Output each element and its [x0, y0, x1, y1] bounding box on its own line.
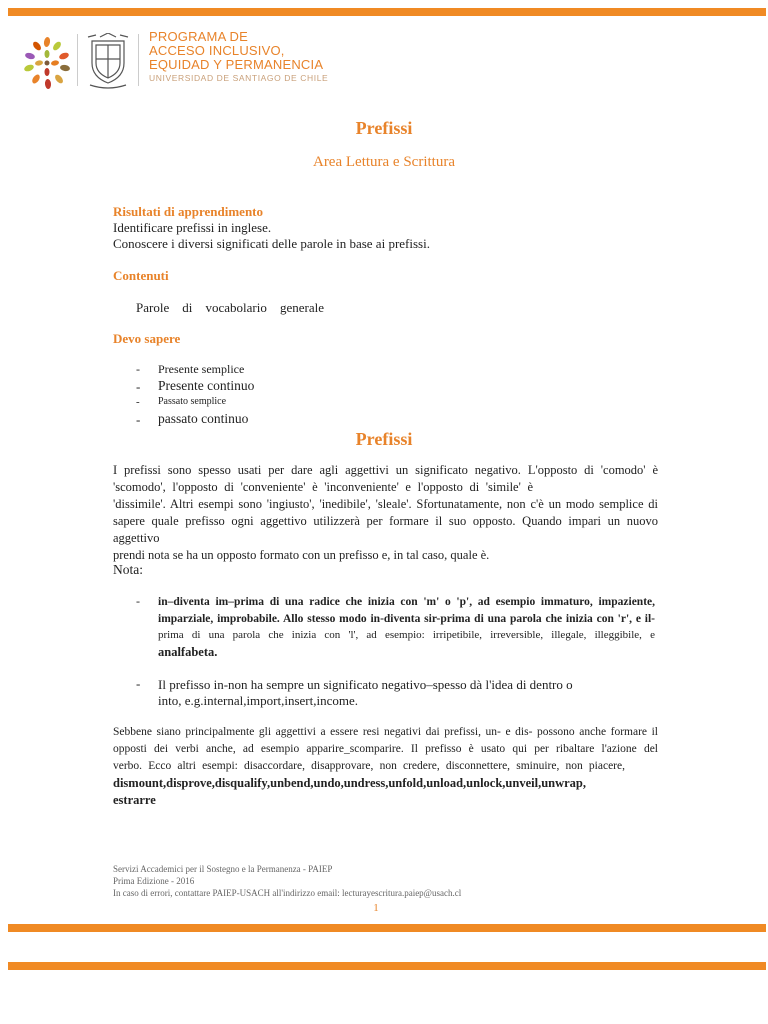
footer-accent-bar [8, 924, 766, 932]
footer [113, 863, 461, 899]
intro-paragraph [113, 462, 658, 564]
must-know-heading: Devo sapere [113, 331, 181, 346]
page-subtitle: Area Lettura e Scrittura [312, 154, 455, 170]
must-know-item: Presente semplice [158, 362, 245, 376]
bullet-dash: - [136, 396, 140, 408]
logo-divider-2 [138, 34, 139, 86]
top-accent-bar [8, 8, 766, 16]
intro-line: sapere quale prefisso ogni aggettivo utilizzerà per formare il suo opposto. Quando impari un nuovo aggettivo [113, 514, 658, 545]
note-item-1 [158, 594, 655, 660]
verbs-line: opposti dei verbi anche, ad esempio apparire_scomparire. Il prefisso è usato qui per ribaltare l'azione del [113, 743, 658, 755]
verbs-paragraph [113, 724, 658, 809]
bullet-dash: - [136, 412, 141, 427]
logo-divider [77, 34, 78, 86]
contents-word: di [182, 300, 193, 315]
intro-line: 'dissimile'. Altri esempi sono 'ingiusto', 'inedibile', 'sleale'. Sfortunatamente, non c'è un modo semplice di [113, 497, 658, 511]
contents-word: Parole [136, 300, 170, 315]
footer-line: Servizi Accademici per il Sostegno e la Permanenza - PAIEP [113, 864, 333, 874]
org-subtitle: UNIVERSIDAD DE SANTIAGO DE CHILE [149, 73, 329, 83]
results-item: Conoscere i diversi significati delle parole in base ai prefissi. [113, 236, 430, 251]
contents-word: generale [279, 300, 324, 315]
verbs-line: estrarre [113, 793, 156, 807]
note-line: imparziale, improbabile. Allo stesso modo in-diventa sir-prima di una parola che inizia con 'r', e il- [158, 612, 655, 625]
leaf-logo-icon [22, 36, 72, 90]
contents-heading: Contenuti [113, 268, 169, 283]
bullet-dash: - [136, 379, 141, 394]
footer-line: In caso di errori, contattare PAIEP-USACH all'indirizzo email: lecturayescritura.paiep@usach.cl [113, 888, 462, 898]
bullet-dash: - [136, 362, 140, 376]
org-name [149, 30, 328, 84]
org-line-2: ACCESO INCLUSIVO, [149, 43, 285, 58]
contents-line [136, 300, 324, 316]
intro-line: I prefissi sono spesso usati per dare agli aggettivi un significato negativo. L'opposto di 'comodo' è [113, 463, 658, 477]
must-know-item: Presente continuo [158, 378, 255, 393]
results-heading: Risultati di apprendimento [113, 204, 264, 219]
must-know-item: passato continuo [158, 411, 249, 426]
bullet-dash: - [136, 594, 140, 608]
org-line-3: EQUIDAD Y PERMANENCIA [149, 57, 324, 72]
intro-line: 'scomodo', l'opposto di 'conveniente' è 'inconveniente' e l'opposto di 'simile' è [113, 480, 533, 494]
section-title: Prefissi [355, 429, 413, 449]
note-line: in–diventa im–prima di una radice che inizia con 'm' o 'p', ad esempio immaturo, impaziente, [158, 596, 655, 608]
note-item-2 [158, 677, 618, 709]
page-title: Prefissi [355, 118, 413, 138]
note-line: prima di una parola che inizia con 'l', ad esempio: irripetibile, irreversible, illegale, illeggibile, e [158, 629, 655, 641]
verbs-line: verbo. Ecco altri esempi: disaccordare, disapprovare, non credere, disconnettere, sminuire, non piacere, [113, 760, 625, 772]
intro-line: prendi nota se ha un opposto formato con un prefisso e, in tal caso, quale è. [113, 548, 490, 562]
note-line: into, e.g.internal,import,insert,income. [158, 693, 359, 708]
page-number: 1 [373, 902, 379, 914]
verbs-line: Sebbene siano principalmente gli aggettivi a essere resi negativi dai prefissi, un- e dis- possono anche formare il [113, 726, 658, 738]
org-line-1: PROGRAMA DE [149, 29, 248, 44]
verbs-line: dismount,disprove,disqualify,unbend,undo,undress,unfold,unload,unlock,unveil,unwrap, [113, 776, 587, 790]
must-know-item: Passato semplice [158, 396, 227, 407]
note-line: Il prefisso in-non ha sempre un significato negativo–spesso dà l'idea di dentro o [158, 677, 573, 692]
note-label: Nota: [113, 562, 143, 577]
bullet-dash: - [136, 676, 141, 691]
results-item: Identificare prefissi in inglese. [113, 220, 272, 235]
bottom-accent-bar [8, 962, 766, 970]
note-line: analfabeta. [158, 644, 218, 659]
footer-line: Prima Edizione - 2016 [113, 876, 195, 886]
university-crest-icon [86, 33, 130, 89]
contents-word: vocabolario [205, 300, 267, 315]
